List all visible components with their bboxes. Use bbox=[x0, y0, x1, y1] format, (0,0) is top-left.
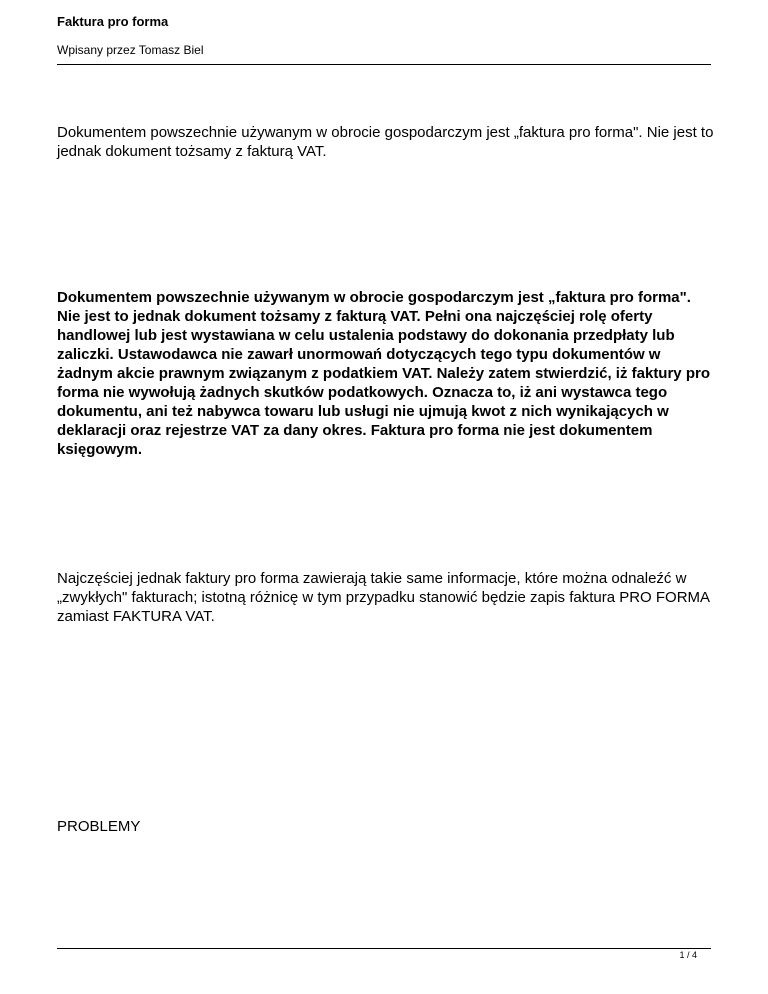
document-title: Faktura pro forma bbox=[57, 14, 169, 29]
author-line: Wpisany przez Tomasz Biel bbox=[57, 43, 204, 57]
header-divider bbox=[57, 64, 711, 65]
page-number: 1 / 4 bbox=[679, 950, 697, 960]
footer-divider bbox=[57, 948, 711, 949]
intro-paragraph: Dokumentem powszechnie używanym w obrocie gospodarczym jest „faktura pro forma". Nie jest to jednak dokument tożsamy z fakturą VAT. bbox=[57, 124, 714, 160]
bold-paragraph: Dokumentem powszechnie używanym w obrocie gospodarczym jest „faktura pro forma". Nie jest to jednak dokument tożsamy z fakturą VAT. Pełni ona najczęściej rolę oferty handlowej lub jest wystawiana w celu ustalenia podstawy do dokonania przedpłaty lub zaliczki. Ustawodawca nie zawarł unormowań dotyczących tego typu dokumentów w żadnym akcie prawnym związanym z podatkiem VAT. Należy zatem stwierdzić, iż faktury pro forma nie wywołują żadnych skutków podatkowych. Oznacza to, iż ani wystawca tego dokumentu, ani też nabywca towaru lub usługi nie ujmują kwot z nich wynikających w deklaracji oraz rejestrze VAT za dany okres. Faktura pro forma nie jest dokumentem księgowym. bbox=[57, 289, 710, 458]
body-paragraph: Najczęściej jednak faktury pro forma zawierają takie same informacje, które można odnaleźć w „zwykłych" fakturach; istotną różnicę w tym przypadku stanowić będzie zapis faktura PRO FORMA zamiast FAKTURA VAT. bbox=[57, 570, 710, 625]
section-heading: PROBLEMY bbox=[57, 818, 141, 835]
